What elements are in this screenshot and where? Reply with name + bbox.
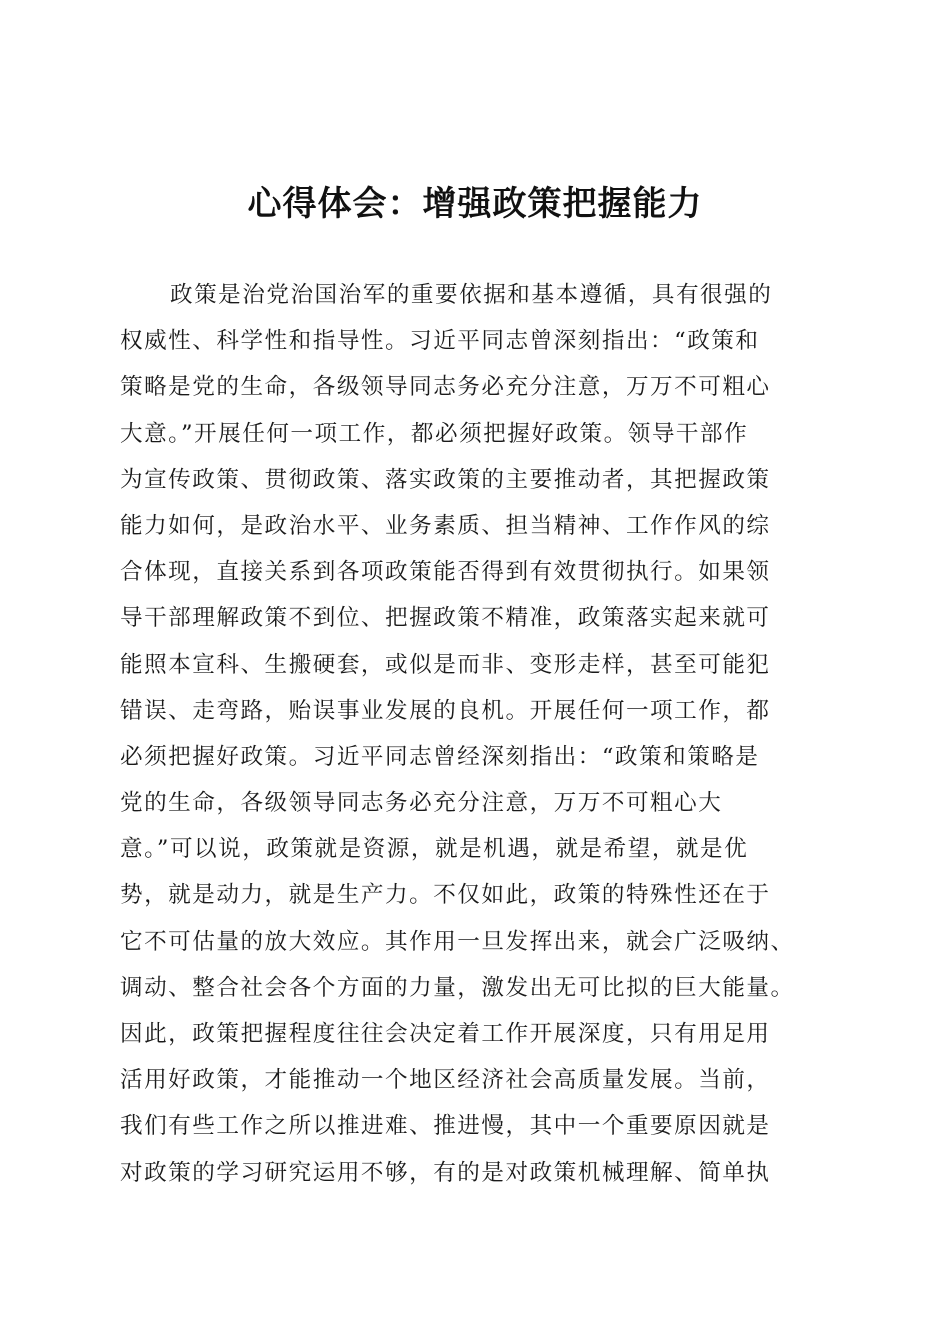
- paragraph-line: 大意。”开展任何一项工作，都必须把握好政策。领导干部作: [120, 420, 749, 447]
- paragraph-line: 我们有些工作之所以推进难、推进慢，其中一个重要原因就是: [120, 1113, 771, 1140]
- paragraph-line: 势，就是动力，就是生产力。不仅如此，政策的特殊性还在于: [120, 882, 771, 909]
- paragraph-line: 为宣传政策、贯彻政策、落实政策的主要推动者，其把握政策: [120, 466, 771, 493]
- paragraph-line: 意。”可以说，政策就是资源，就是机遇，就是希望，就是优: [120, 836, 749, 863]
- paragraph-line: 它不可估量的放大效应。其作用一旦发挥出来，就会广泛吸纳、: [120, 928, 795, 955]
- paragraph-line: 党的生命，各级领导同志务必充分注意，万万不可粗心大: [120, 790, 723, 817]
- paragraph-line: 活用好政策，才能推动一个地区经济社会高质量发展。当前，: [120, 1067, 771, 1094]
- paragraph-line: 错误、走弯路，贻误事业发展的良机。开展任何一项工作，都: [120, 697, 771, 724]
- paragraph-line: 策略是党的生命，各级领导同志务必充分注意，万万不可粗心: [120, 374, 771, 401]
- paragraph-line: 政策是治党治国治军的重要依据和基本遵循，具有很强的: [170, 282, 773, 308]
- paragraph-line: 调动、整合社会各个方面的力量，激发出无可比拟的巨大能量。: [120, 974, 795, 1001]
- document-title: 心得体会：增强政策把握能力: [247, 184, 703, 224]
- paragraph-line: 因此，政策把握程度往往会决定着工作开展深度，只有用足用: [120, 1021, 771, 1047]
- body-paragraph: [120, 272, 840, 1196]
- paragraph-line: 能力如何，是政治水平、业务素质、担当精神、工作作风的综: [120, 512, 771, 539]
- paragraph-line: 合体现，直接关系到各项政策能否得到有效贯彻执行。如果领: [120, 559, 771, 586]
- paragraph-line: 必须把握好政策。习近平同志曾经深刻指出：“政策和策略是: [120, 743, 760, 770]
- paragraph-line: 对政策的学习研究运用不够，有的是对政策机械理解、简单执: [120, 1159, 771, 1186]
- paragraph-line: 导干部理解政策不到位、把握政策不精准，政策落实起来就可: [120, 605, 771, 632]
- paragraph-line: 能照本宣科、生搬硬套，或似是而非、变形走样，甚至可能犯: [120, 651, 771, 678]
- paragraph-line: 权威性、科学性和指导性。习近平同志曾深刻指出：“政策和: [120, 328, 760, 355]
